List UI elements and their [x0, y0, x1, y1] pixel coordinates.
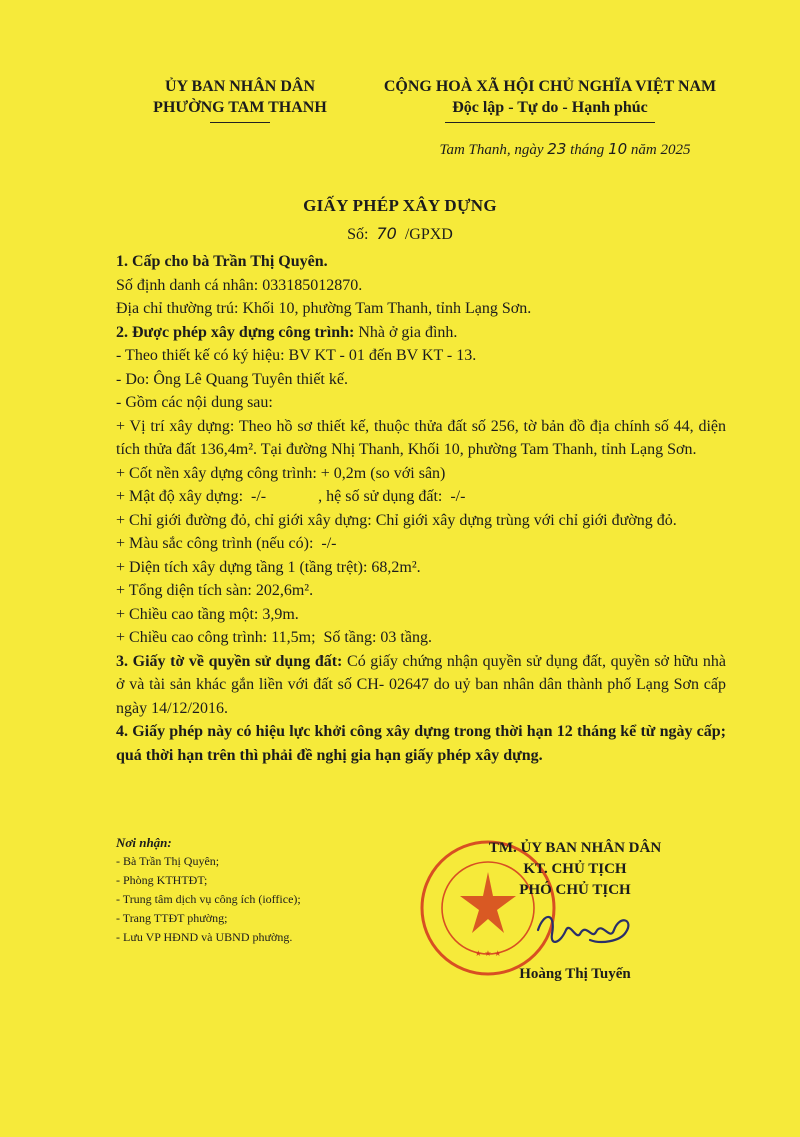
issue-date	[400, 140, 730, 159]
signature-block	[430, 838, 720, 901]
section2-item: + Chỉ giới đường đỏ, chỉ giới xây dựng: Chỉ giới xây dựng trùng với chỉ giới đường đỏ.	[116, 511, 677, 529]
signature-line1: TM. ỦY BAN NHÂN DÂN	[488, 840, 662, 856]
recipients-list	[116, 833, 406, 947]
signer-name: Hoàng Thị Tuyến	[519, 966, 631, 982]
section2-item: + Chiều cao tầng một: 3,9m.	[116, 605, 299, 623]
section2-item: - Do: Ông Lê Quang Tuyên thiết kế.	[116, 370, 348, 388]
date-year: năm 2025	[630, 142, 691, 158]
date-day: 23	[547, 140, 567, 158]
signature-line2: KT. CHỦ TỊCH	[523, 861, 627, 877]
recipient-item: - Phòng KTHTĐT;	[116, 873, 208, 887]
address-line: Địa chỉ thường trú: Khối 10, phường Tam Thanh, tỉnh Lạng Sơn.	[116, 300, 532, 317]
number-suffix: /GPXD	[404, 226, 453, 243]
issuing-authority	[120, 76, 360, 123]
section2-heading: 2. Được phép xây dựng công trình: Nhà ở gia đình.	[116, 323, 458, 341]
signature-line3: PHÓ CHỦ TỊCH	[519, 882, 631, 898]
id-number-line: Số định danh cá nhân: 033185012870.	[116, 276, 363, 294]
date-place: Tam Thanh, ngày	[439, 142, 544, 158]
recipient-item: - Trung tâm dịch vụ công ích (ioffice);	[116, 892, 301, 906]
national-motto	[370, 76, 730, 123]
motto: Độc lập - Tự do - Hạnh phúc	[452, 99, 648, 116]
authority-line2: PHƯỜNG TAM THANH	[153, 99, 327, 116]
section2-item: + Diện tích xây dựng tầng 1 (tầng trệt): 68,2m².	[116, 558, 421, 576]
recipient-item: - Bà Trần Thị Quyên;	[116, 854, 220, 868]
section2-item: + Màu sắc công trình (nếu có): -/-	[116, 535, 337, 552]
section2-item: + Chiều cao công trình: 11,5m; Số tầng: 03 tầng.	[116, 629, 432, 646]
section1-heading: 1. Cấp cho bà Trần Thị Quyên.	[116, 253, 328, 270]
section2-item: + Mật độ xây dựng: -/- , hệ số sử dụng đất: -/-	[116, 488, 466, 505]
motto-underline	[445, 122, 655, 123]
section2-item: + Tổng diện tích sàn: 202,6m².	[116, 582, 314, 599]
document-number	[0, 224, 800, 244]
recipients-heading: Nơi nhận:	[116, 835, 172, 850]
section3: 3. Giấy tờ về quyền sử dụng đất: Có giấy chứng nhận quyền sử dụng đất, quyền sở hữu nhà ở và tài sản khác gắn liền với đất số CH- 02647 do uỷ ban nhân dân thành phố Lạng Sơn cấp ngày 14/12/2016.	[116, 652, 727, 717]
svg-text:★ ★ ★: ★ ★ ★	[474, 949, 502, 958]
authority-line1: ỦY BAN NHÂN DÂN	[164, 78, 316, 95]
handwritten-signature-icon	[530, 900, 640, 960]
document-body	[116, 250, 726, 767]
date-month-label: tháng	[570, 142, 605, 158]
date-month: 10	[608, 140, 628, 158]
section2-item: - Gồm các nội dung sau:	[116, 394, 273, 411]
section2-item: - Theo thiết kế có ký hiệu: BV KT - 01 đến BV KT - 13.	[116, 347, 477, 364]
nation-title: CỘNG HOÀ XÃ HỘI CHỦ NGHĨA VIỆT NAM	[383, 78, 717, 95]
recipient-item: - Trang TTĐT phường;	[116, 911, 228, 925]
number-prefix: Số:	[347, 226, 369, 243]
document-title: GIẤY PHÉP XÂY DỰNG	[303, 196, 497, 215]
section2-item: + Vị trí xây dựng: Theo hồ sơ thiết kế, thuộc thửa đất số 256, tờ bản đồ địa chính số 44, diện tích thửa đất 136,4m². Tại đường Nhị Thanh, Khối 10, phường Tam Thanh, tỉnh Lạng Sơn.	[116, 417, 726, 458]
number-value: 70	[376, 224, 397, 243]
authority-underline	[210, 122, 270, 123]
section2-item: + Cốt nền xây dựng công trình: + 0,2m (so với sân)	[116, 464, 446, 482]
recipient-item: - Lưu VP HĐND và UBND phường.	[116, 930, 293, 944]
section4: 4. Giấy phép này có hiệu lực khởi công xây dựng trong thời hạn 12 tháng kể từ ngày cấp; quá thời hạn trên thì phải đề nghị gia hạn giấy phép xây dựng.	[116, 723, 726, 764]
